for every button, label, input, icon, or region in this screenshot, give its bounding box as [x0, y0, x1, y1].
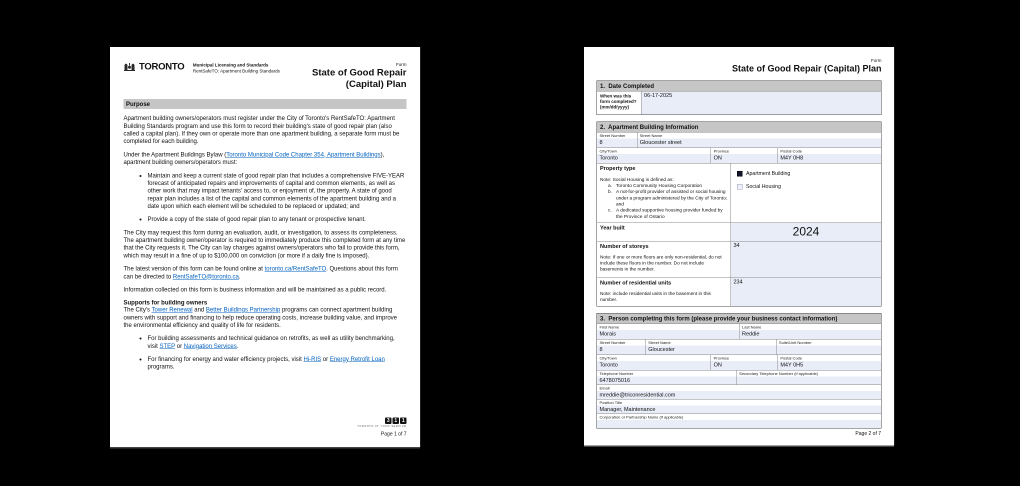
bullet-financing [147, 356, 407, 371]
list-text: A dedicated supportive housing provider funded by the Province of Ontario [616, 207, 723, 220]
field-value[interactable]: Gloucester street [637, 138, 881, 147]
form-title-line1: State of Good Repair [312, 67, 407, 78]
page-1 [110, 47, 420, 447]
text-segment: programs can connect apartment building owners with support and financing to help reduce operating costs, increase building value, and improve the environmental efficiency and quality of life for residents. [123, 306, 397, 329]
property-type-options [730, 164, 881, 223]
storeys-field [730, 242, 881, 278]
units-value[interactable]: 234 [731, 278, 881, 306]
text-segment: . [236, 342, 239, 350]
section-building-information [597, 122, 882, 307]
option-social-housing[interactable] [737, 184, 875, 190]
field-note: Note: If one or more floors are only non-residential, do not include these floors in the number. Do not include basements in the number. [600, 254, 722, 273]
text-segment: ), apartment building owners/operators must: [123, 150, 385, 166]
page1-header [124, 62, 407, 90]
option-label: Social Housing [745, 183, 781, 190]
link-rentsafeto-email[interactable]: RentSafeTO@toronto.ca [172, 272, 239, 280]
field-label: Last Name [740, 324, 882, 330]
311-digit: 1 [401, 418, 405, 424]
dept-line-1: Municipal Licensing and Standards [192, 62, 269, 68]
field-value[interactable]: Reddie [740, 330, 882, 339]
field-label: Number of storeys [600, 243, 649, 250]
supports-heading: Supports for building owners [123, 299, 208, 307]
list-marker: c. [608, 207, 612, 214]
position-title-field [597, 400, 881, 414]
field-label: First Name [597, 324, 739, 330]
form-label: Form [871, 58, 882, 63]
email-field [597, 385, 881, 399]
field-label: Province [711, 148, 777, 154]
building-street-name-field [637, 133, 881, 148]
contact-city-field [597, 355, 711, 370]
text-segment: The City's [123, 306, 152, 314]
field-label: City/Town [597, 148, 711, 154]
obligations-bullet-list [124, 172, 407, 224]
page2-page-number: Page 2 of 7 [855, 431, 881, 437]
field-label: Street Number [597, 340, 645, 346]
toronto-logo [124, 62, 280, 74]
311-digit: 1 [394, 418, 398, 424]
field-label: City/Town [597, 355, 711, 361]
field-value[interactable]: ON [711, 361, 777, 370]
field-label: Street Name [646, 340, 776, 346]
page-2 [584, 47, 894, 446]
form-row [597, 132, 881, 148]
field-label: Corporation or Partnership Name (if applicable) [597, 414, 881, 420]
year-built-value[interactable]: 2024 [731, 223, 881, 241]
bullet-assessments [147, 335, 407, 350]
units-label-cell [597, 278, 730, 306]
toronto-cityhall-icon [124, 62, 136, 72]
property-type-note-item [600, 189, 727, 208]
property-type-note-item [600, 208, 727, 220]
form-row [597, 148, 881, 164]
text-segment: . Questions about this form can be directed to [123, 265, 398, 280]
contact-postal-code-field [777, 355, 881, 370]
first-name-field [597, 324, 739, 339]
dept-line-2: RentSafeTO: Apartment Building Standards [192, 68, 280, 74]
text-segment: programs. [147, 363, 175, 371]
list-text: Toronto Community Housing Corporation [616, 182, 703, 189]
purpose-heading: Purpose [124, 99, 407, 109]
list-text: A not-for-profit provider of assisted or social housing under a program administered by the City of Toronto; and [616, 189, 728, 207]
field-value[interactable]: 8 [597, 345, 645, 354]
contact-province-field [711, 355, 778, 370]
section-person-completing-form [597, 313, 882, 428]
units-field [730, 278, 881, 306]
field-value[interactable]: M4Y 0H8 [778, 154, 881, 163]
field-label: Year built [600, 225, 625, 232]
bullet-maintain-plan: • Maintain and keep a current state of good repair plan that includes a comprehensive FIVE-YEAR forecast of anticipated repairs and improvements of capital and common elements, as well as other work that may impact tenants' access to, or enjoyment of, the property. A state of good repair plan includes a list of the capital and common elements of the apartment building and a date upon which each element will be scheduled to be replaced or updated; and [147, 172, 407, 210]
apartment-building-checkbox[interactable] [737, 171, 743, 177]
purpose-paragraph-1: Apartment building owners/operators must register under the City of Toronto's RentSafeTO: Apartment Building Standards program and use this form to record their building's state of good repair plan (also called a capital plan). If they own or operate more than one apartment building, a separate form must be completed for each building. [123, 114, 400, 145]
date-completed-label-cell [597, 92, 641, 115]
text-segment: . [238, 272, 241, 280]
text-segment: or [321, 355, 330, 363]
supports-bullet-list [124, 335, 407, 371]
field-label: Street Number [597, 133, 637, 139]
page2-header [597, 58, 882, 74]
form-row [597, 385, 881, 399]
corporation-name-field [597, 414, 881, 428]
field-label: Position Title [597, 400, 881, 406]
field-value[interactable]: ON [711, 154, 777, 163]
department-lines [193, 62, 280, 74]
secondary-telephone-field [736, 371, 881, 385]
form-row [597, 370, 881, 385]
brand-wordmark: TORONTO [139, 61, 185, 72]
form-row-residential-units [597, 278, 881, 307]
page1-footer [357, 418, 406, 438]
field-label: Number of residential units [600, 280, 672, 287]
purpose-paragraph-4 [124, 265, 407, 280]
purpose-paragraph-2 [124, 151, 407, 166]
form-label: Form [396, 62, 407, 67]
form-row [597, 399, 881, 413]
link-navigation-services[interactable]: Navigation Services [183, 342, 237, 350]
field-value[interactable]: M4Y 0H5 [778, 361, 881, 370]
section3-heading: 3. Person completing this form (please provide your business contact information) [597, 314, 881, 324]
supports-paragraph [124, 306, 407, 329]
311-logo [357, 418, 406, 425]
form-row [597, 324, 881, 340]
property-type-label: Property type [600, 165, 636, 172]
form-title-line2: (Capital) Plan [345, 78, 407, 90]
form-title: State of Good Repair (Capital) Plan [731, 63, 882, 74]
field-value[interactable]: Toronto [597, 361, 711, 370]
page-2-container [584, 47, 894, 447]
field-value[interactable]: 8 [597, 138, 637, 147]
field-label: Secondary Telephone Number (if applicable) [737, 371, 881, 377]
form-row [597, 355, 881, 371]
building-street-number-field [597, 133, 637, 148]
building-city-field [597, 148, 711, 163]
building-postal-code-field [777, 148, 881, 163]
option-apartment-building[interactable] [737, 171, 875, 177]
field-value[interactable]: Morais [597, 330, 739, 339]
link-municipal-code-ch354[interactable]: Toronto Municipal Code Chapter 354, Apartment Buildings [226, 150, 381, 158]
purpose-paragraph-5: Information collected on this form is business information and will be maintained as a public record. [123, 285, 387, 293]
field-label: Telephone Number [597, 371, 736, 377]
311-tagline: TORONTO AT YOUR SERVICE [357, 425, 407, 428]
year-built-field [730, 223, 881, 241]
date-completed-value[interactable]: 06-17-2025 [642, 92, 881, 115]
field-label: Province [711, 355, 777, 361]
field-label: When was this form completed? (mm/dd/yyyy) [600, 93, 637, 110]
field-label: Email [597, 385, 881, 391]
contact-street-number-field [597, 340, 645, 355]
page1-page-number: Page 1 of 7 [380, 431, 407, 437]
page-1-container [110, 47, 420, 447]
property-type-note-intro: Note: Social Housing is defined as: [600, 176, 674, 183]
section2-heading: 2. Apartment Building Information [597, 122, 881, 132]
text-segment: For building assessments and technical guidance on retrofits, as well as utility benchmarking, visit [147, 334, 395, 350]
contact-suite-field [776, 340, 881, 355]
bullet-provide-copy: • Provide a copy of the state of good repair plan to any tenant or prospective tenant. [147, 216, 407, 224]
last-name-field [739, 324, 881, 339]
purpose-paragraph-3: The City may request this form during an evaluation, audit, or investigation, to assess its completeness. The apartment building owner/operator is required to immediately produce this completed form at any time that the City requests it. The City can lay charges against owners/operators who fail to provide this form, which may result in a fine of up to $100,000 on conviction (or more if a daily fine is imposed). [123, 228, 406, 259]
contact-street-name-field [645, 340, 776, 355]
page1-title-block [312, 62, 406, 90]
text-segment: Under the Apartment Buildings Bylaw ( [123, 150, 227, 158]
field-label: Suite/Unit Number [776, 340, 881, 346]
social-housing-checkbox[interactable] [737, 184, 743, 190]
telephone-field [597, 371, 736, 385]
form-row [597, 339, 881, 355]
field-note: Note: include residential units in the basement in this number. [600, 290, 711, 303]
list-marker: b. [608, 189, 612, 195]
text-segment: and [192, 306, 206, 314]
text-segment: For financing for energy and water efficiency projects, visit [147, 355, 304, 363]
field-label: Street Name [637, 133, 881, 139]
list-marker: a. [608, 182, 612, 189]
field-value[interactable] [597, 420, 881, 428]
section1-heading: 1. Date Completed [597, 81, 881, 91]
form-row [597, 91, 881, 115]
field-value[interactable] [776, 345, 881, 354]
field-label: Postal Code [778, 148, 881, 154]
section-date-completed [597, 81, 882, 116]
text-segment: The latest version of this form can be found online at [123, 265, 265, 273]
link-better-buildings-partnership[interactable]: Better Buildings Partnership [205, 306, 281, 314]
link-tower-renewal[interactable]: Tower Renewal [151, 306, 193, 314]
link-step[interactable]: STEP [159, 342, 176, 350]
form-row-year-built [597, 223, 881, 242]
field-value[interactable]: 6478075016 [597, 376, 736, 384]
building-province-field [711, 148, 778, 163]
link-toronto-ca-rentsafeto[interactable]: toronto.ca/RentSafeTO [264, 265, 327, 273]
field-value[interactable]: Toronto [597, 154, 711, 163]
form-row-property-type [597, 163, 881, 223]
text-segment: or [175, 342, 184, 350]
form-row [597, 413, 881, 427]
field-value[interactable]: Gloucester [646, 345, 776, 354]
year-built-label-cell [597, 223, 730, 241]
form-row-storeys [597, 241, 881, 278]
property-type-note-cell [597, 164, 730, 223]
field-value[interactable]: mreddie@triconresidential.com [597, 391, 881, 399]
field-label: Postal Code [778, 355, 881, 361]
field-value[interactable]: Manager, Maintenance [597, 405, 881, 413]
311-digit: 3 [386, 418, 390, 424]
date-completed-field [641, 92, 881, 115]
storeys-value[interactable]: 34 [731, 242, 881, 278]
link-energy-retrofit-loan[interactable]: Energy Retrofit Loan [329, 355, 385, 363]
field-value[interactable] [737, 376, 881, 384]
link-hi-ris[interactable]: Hi-RIS [303, 355, 322, 363]
option-label: Apartment Building [745, 170, 791, 177]
storeys-label-cell [597, 242, 730, 278]
